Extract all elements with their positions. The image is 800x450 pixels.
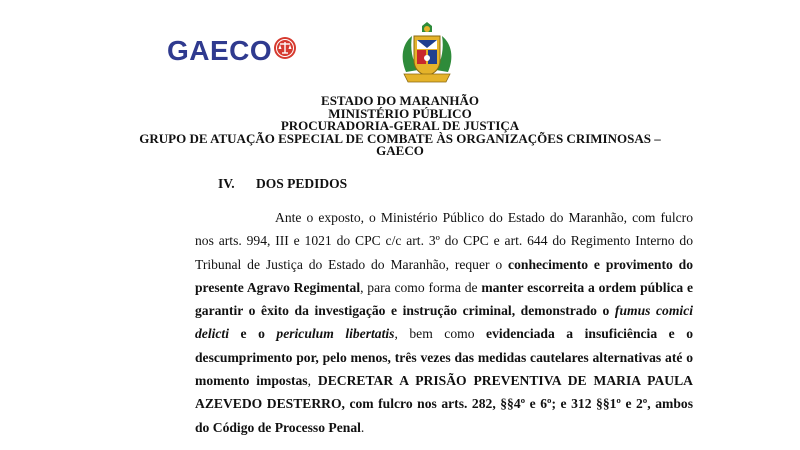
- header-procuradoria: PROCURADORIA-GERAL DE JUSTIÇA: [280, 118, 520, 133]
- gaeco-logo: [167, 36, 297, 65]
- paragraph-bold: e o: [228, 326, 277, 342]
- document-header: [0, 95, 800, 158]
- section-number: IV.: [218, 176, 235, 191]
- paragraph-bold: evidenciada a insuficiência e o descumprimento por, pelo menos, três vezes das medidas cautelares alternativas até o momento impostas: [195, 326, 693, 389]
- section-heading: [218, 176, 347, 192]
- paragraph-bold: DECRETAR A PRISÃO PREVENTIVA DE MARIA PAULA AZEVEDO DESTERRO, com fulcro nos arts. 282, §§4º e 6º; e 312 §§1º e 2º, ambos do Código de Processo Penal: [195, 373, 693, 435]
- header-gaeco: GAECO: [376, 143, 424, 158]
- paragraph-bold-italic: periculum libertatis: [276, 326, 395, 342]
- header-ministry: MINISTÉRIO PÚBLICO: [328, 105, 472, 121]
- requests-paragraph: [195, 206, 693, 439]
- paragraph-text: ,: [307, 373, 318, 389]
- section-title: DOS PEDIDOS: [256, 176, 348, 191]
- paragraph-text: , bem como: [394, 326, 487, 342]
- paragraph-text: , para como forma de: [360, 279, 482, 295]
- header-group: GRUPO DE ATUAÇÃO ESPECIAL DE COMBATE ÀS ORGANIZAÇÕES CRIMINOSAS –: [139, 130, 661, 146]
- scales-of-justice-icon: [273, 36, 297, 65]
- maranhao-coat-of-arms-icon: [398, 22, 456, 89]
- paragraph-bold: manter escorreita a ordem pública e garantir o êxito da investigação e instrução criminal, demonstrado o: [195, 279, 693, 319]
- paragraph-text: .: [360, 419, 365, 435]
- paragraph-bold: conhecimento e provimento do presente Agravo Regimental: [195, 256, 693, 295]
- header-state: ESTADO DO MARANHÃO: [321, 93, 479, 108]
- paragraph-bold-italic: fumus comici delicti: [195, 303, 694, 342]
- paragraph-text: Ante o exposto, o Ministério Público do Estado do Maranhão, com fulcro nos arts. 994, III e 1021 do CPC c/c art. 3º do CPC e art. 644 do Regimento Interno do Tribunal de Justiça do Estado do Maranhão, requer o: [195, 210, 693, 272]
- gaeco-logo-text: GAECO: [167, 34, 273, 66]
